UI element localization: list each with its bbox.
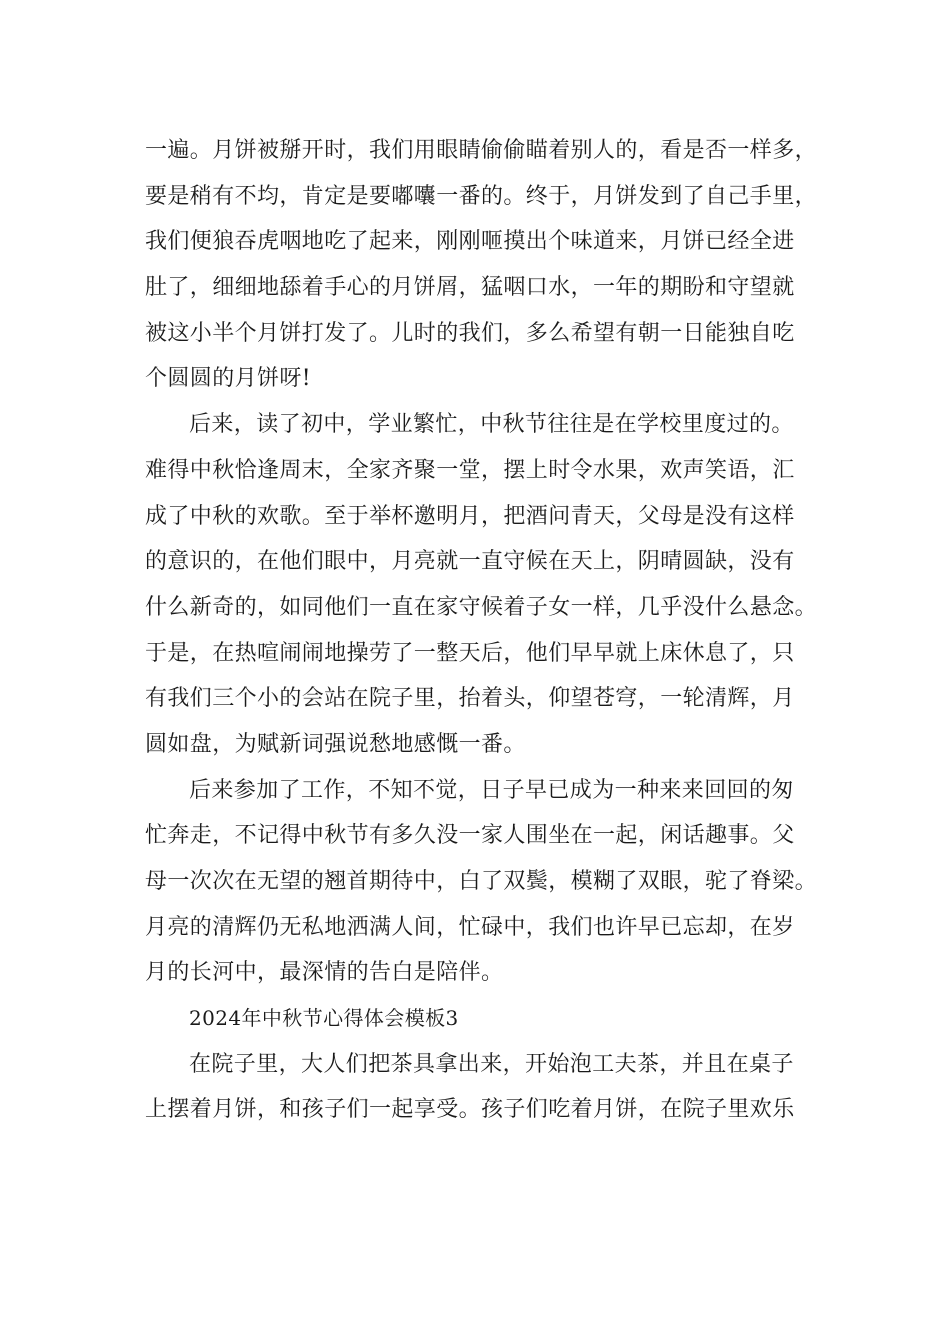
text-line: 圆如盘，为赋新词强说愁地感慨一番。 [145, 731, 526, 757]
text-line: 月亮的清辉仍无私地洒满人间，忙碌中，我们也许早已忘却，在岁 [145, 914, 795, 940]
text-line: 肚了，细细地舔着手心的月饼屑，猛咽口水，一年的期盼和守望就 [145, 275, 795, 301]
text-line: 上摆着月饼，和孩子们一起享受。孩子们吃着月饼，在院子里欢乐 [145, 1097, 795, 1123]
text-line: 难得中秋恰逢周末，全家齐聚一堂，摆上时令水果，欢声笑语，汇 [145, 457, 795, 483]
text-line: 的意识的，在他们眼中，月亮就一直守候在天上，阴晴圆缺，没有 [145, 549, 795, 575]
paragraph-first-line: 后来，读了初中，学业繁忙，中秋节往往是在学校里度过的。 [189, 412, 794, 438]
text-line: 什么新奇的，如同他们一直在家守候着子女一样，几乎没什么悬念。 [145, 594, 818, 620]
text-line: 我们便狼吞虎咽地吃了起来，刚刚咂摸出个味道来，月饼已经全进 [145, 229, 795, 255]
paragraph-first-line: 后来参加了工作，不知不觉，日子早已成为一种来来回回的匆 [189, 777, 794, 803]
text-line: 月的长河中，最深情的告白是陪伴。 [145, 960, 504, 986]
text-line: 成了中秋的欢歌。至于举杯邀明月，把酒问青天，父母是没有这样 [145, 503, 795, 529]
text-line: 忙奔走，不记得中秋节有多久没一家人围坐在一起，闲话趣事。父 [145, 823, 795, 849]
document-body [145, 128, 825, 1133]
section-heading: 2024年中秋节心得体会模板3 [189, 1006, 459, 1031]
text-line: 有我们三个小的会站在院子里，抬着头，仰望苍穹，一轮清辉，月 [145, 686, 795, 712]
text-line: 母一次次在无望的翘首期待中，白了双鬓，模糊了双眼，驼了脊梁。 [145, 869, 818, 894]
text-line: 被这小半个月饼打发了。儿时的我们，多么希望有朝一日能独自吃 [145, 320, 795, 346]
text-line: 要是稍有不均，肯定是要嘟囔一番的。终于，月饼发到了自己手里， [145, 183, 818, 209]
paragraph-first-line: 在院子里，大人们把茶具拿出来，开始泡工夫茶，并且在桌子 [189, 1051, 794, 1077]
text-line: 于是，在热喧闹闹地操劳了一整天后，他们早早就上床休息了，只 [145, 640, 795, 666]
text-line: 个圆圆的月饼呀! [145, 366, 312, 392]
text-line: 一遍。月饼被掰开时，我们用眼睛偷偷瞄着别人的，看是否一样多， [145, 138, 818, 163]
